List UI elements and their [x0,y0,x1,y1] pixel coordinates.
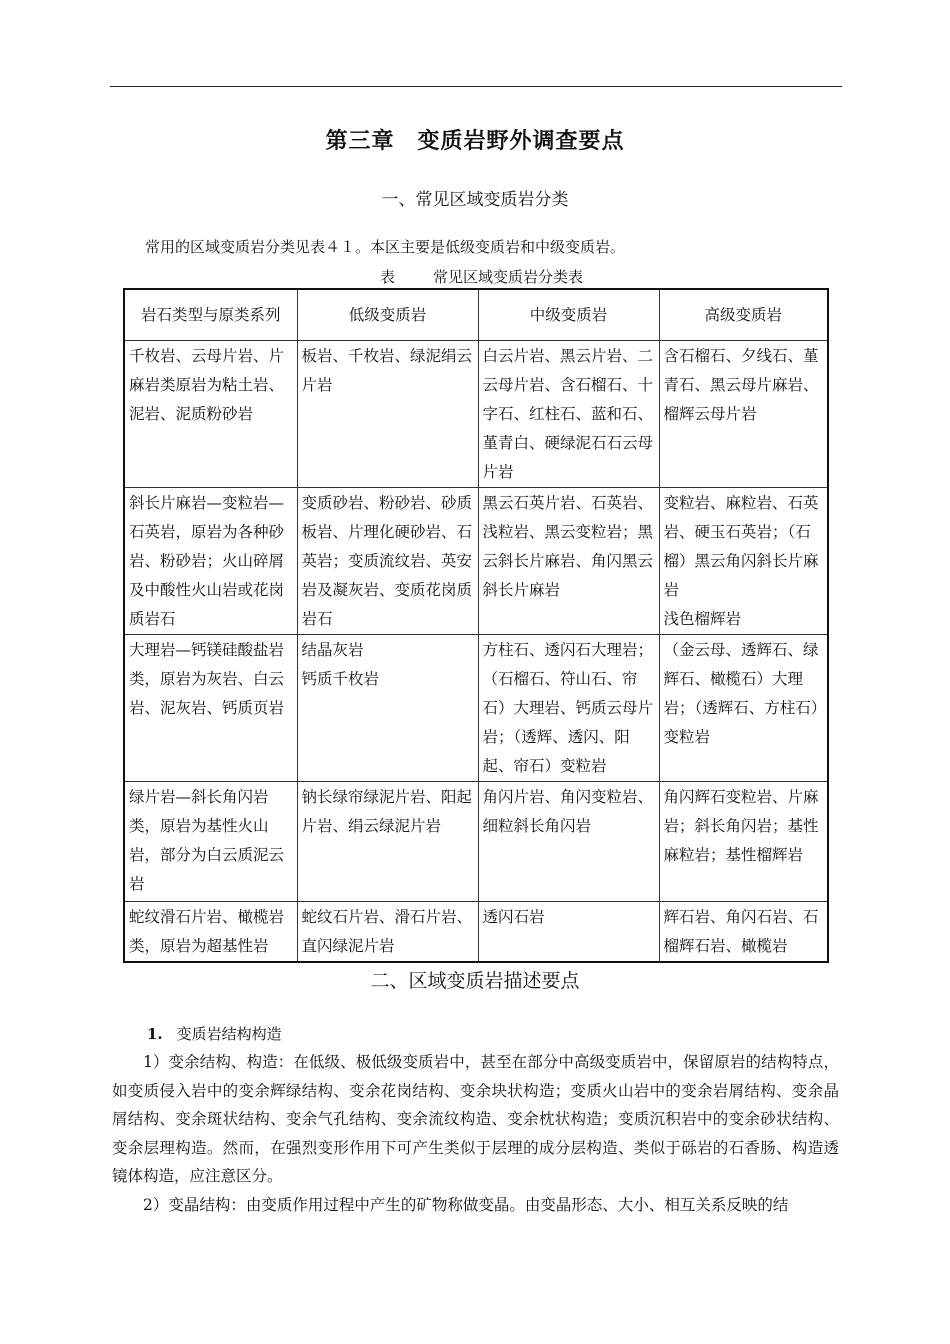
table-cell: 方柱石、透闪石大理岩；（石榴石、符山石、帘石）大理岩、钙质云母片岩；（透辉、透闪、阳起、帘石）变粒岩 [478,635,659,782]
table-cell: 角闪片岩、角闪变粒岩、细粒斜长角闪岩 [478,782,659,902]
table-cell: 蛇纹滑石片岩、橄榄岩类，原岩为超基性岩 [124,902,297,963]
table-row [124,902,828,963]
table-cell: 钠长绿帘绿泥片岩、阳起片岩、绢云绿泥片岩 [297,782,478,902]
header-high-grade: 高级变质岩 [659,289,828,341]
subsection-title: 变质岩结构构造 [176,1025,282,1043]
body-text [112,1048,839,1219]
table-caption-text: 常见区域变质岩分类表 [433,268,584,286]
table-cell: 斜长片麻岩—变粒岩—石英岩，原岩为各种砂岩、粉砂岩；火山碎屑及中酸性火山岩或花岗质岩石 [124,488,297,635]
header-low-grade: 低级变质岩 [297,289,478,341]
table-cell: 透闪石岩 [478,902,659,963]
table-cell: 大理岩—钙镁硅酸盐岩类，原岩为灰岩、白云岩、泥灰岩、钙质页岩 [124,635,297,782]
table-cell: 绿片岩—斜长角闪岩类，原岩为基性火山岩，部分为白云质泥云岩 [124,782,297,902]
table-caption-prefix: 表 [380,268,396,286]
table-cell: 角闪辉石变粒岩、片麻岩；斜长角闪岩；基性麻粒岩；基性榴辉岩 [659,782,828,902]
table-cell: 千枚岩、云母片岩、片麻岩类原岩为粘土岩、泥岩、泥质粉砂岩 [124,341,297,488]
table-row [124,488,828,635]
header-rock-type: 岩石类型与原类系列 [124,289,297,341]
rock-classification-table [123,288,829,963]
table-cell: 变质砂岩、粉砂岩、砂质板岩、片理化硬砂岩、石英岩；变质流纹岩、英安岩及凝灰岩、变质花岗质岩石 [297,488,478,635]
table-header-row [124,289,828,341]
body-paragraph: 1）变余结构、构造：在低级、极低级变质岩中，甚至在部分中高级变质岩中，保留原岩的结构特点，如变质侵入岩中的变余辉绿结构、变余花岗结构、变余块状构造；变质火山岩中的变余岩屑结构、变余晶屑结构、变余斑状结构、变余气孔结构、变余流纹构造、变余枕状构造；变质沉积岩中的变余砂状结构、变余层理构造。然而，在强烈变形作用下可产生类似于层理的成分层构造、类似于砾岩的石香肠、构造透镜体构造，应注意区分。 [112,1053,839,1185]
header-rule [110,86,842,87]
table-row [124,635,828,782]
body-paragraph: 2）变晶结构：由变质作用过程中产生的矿物称做变晶。由变晶形态、大小、相互关系反映的结 [143,1195,789,1214]
table-cell: 辉石岩、角闪石岩、石榴辉石岩、橄榄岩 [659,902,828,963]
section-title: 一、常见区域变质岩分类 [381,190,569,210]
intro-paragraph: 常用的区域变质岩分类见表４１。本区主要是低级变质岩和中级变质岩。 [145,238,626,256]
table-cell: 黑云石英片岩、石英岩、浅粒岩、黑云变粒岩；黑云斜长片麻岩、角闪黑云斜长片麻岩 [478,488,659,635]
table-cell: 变粒岩、麻粒岩、石英岩、硬玉石英岩；（石榴）黑云角闪斜长片麻岩 浅色榴辉岩 [659,488,828,635]
table-row [124,341,828,488]
section-title: 二、区域变质岩描述要点 [370,970,580,992]
chapter-title: 第三章 变质岩野外调查要点 [325,129,625,154]
subsection-number: 1. [147,1025,163,1043]
header-medium-grade: 中级变质岩 [478,289,659,341]
table-cell: 含石榴石、夕线石、堇青石、黑云母片麻岩、榴辉云母片岩 [659,341,828,488]
subsection-heading [147,1023,282,1044]
table-cell: 蛇纹石片岩、滑石片岩、直闪绿泥片岩 [297,902,478,963]
table-cell: （金云母、透辉石、绿辉石、橄榄石）大理岩；（透辉石、方柱石）变粒岩 [659,635,828,782]
table-row [124,782,828,902]
table-cell: 结晶灰岩 钙质千枚岩 [297,635,478,782]
table-cell: 白云片岩、黑云片岩、二云母片岩、含石榴石、十字石、红柱石、蓝和石、堇青白、硬绿泥石石云母片岩 [478,341,659,488]
table-cell: 板岩、千枚岩、绿泥绢云片岩 [297,341,478,488]
table-caption [380,266,583,287]
